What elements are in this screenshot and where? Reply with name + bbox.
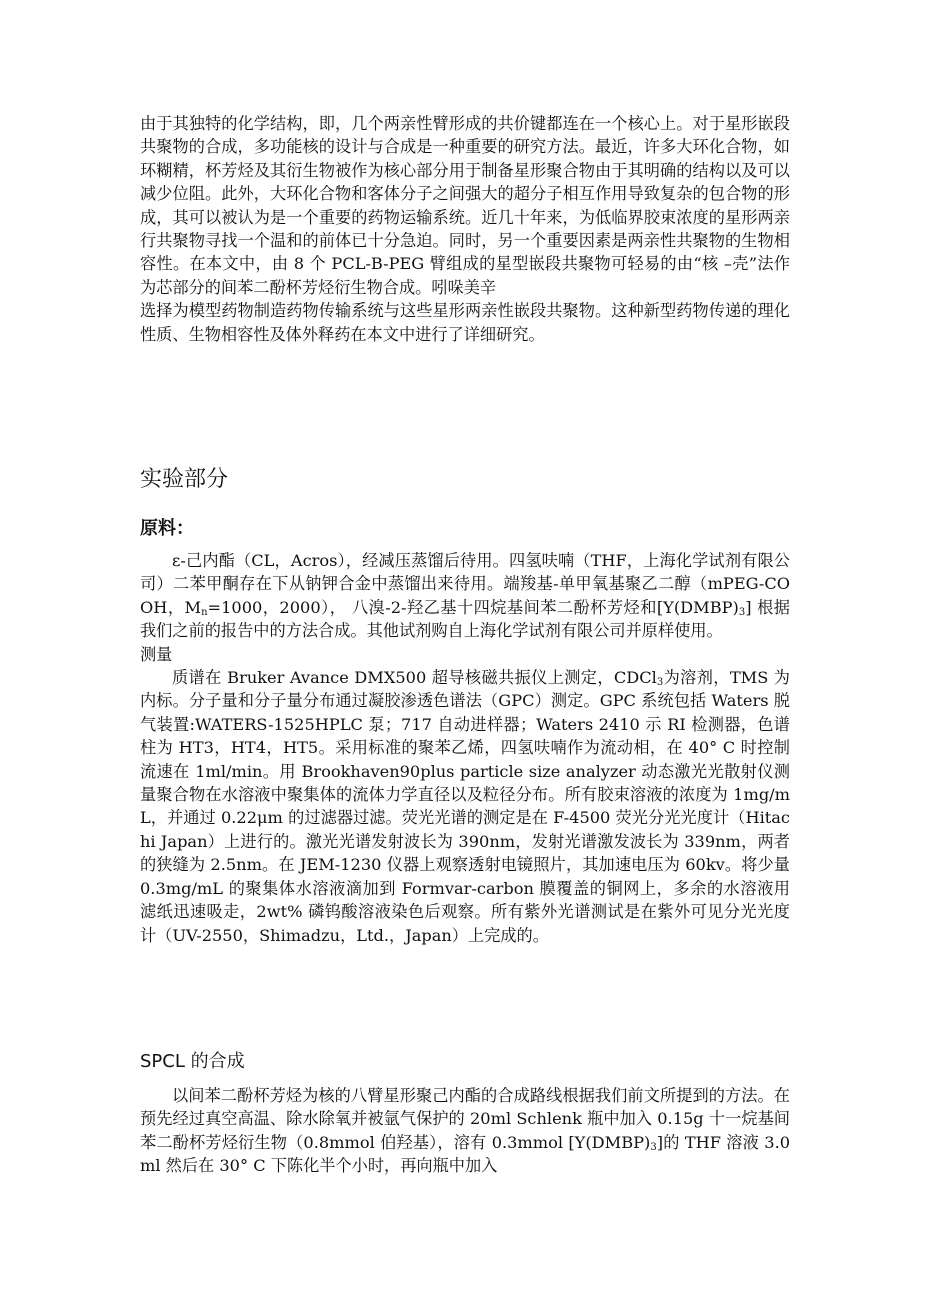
spcl-section <box>140 1084 790 1178</box>
intro-paragraph-2: 选择为模型药物制造药物传输系统与这些星形两亲性嵌段共聚物。这种新型药物传递的理化性质、生物相容性及体外释药在本文中进行了详细研究。 <box>140 301 790 344</box>
materials-section <box>140 549 790 947</box>
section-title: 实验部分 <box>140 467 229 492</box>
measurement-heading: 测量 <box>140 644 173 664</box>
spcl-heading: SPCL 的合成 <box>140 1051 245 1072</box>
spcl-paragraph: 以间苯二酚杯芳烃为核的八臂星形聚己内酯的合成路线根据我们前文所提到的方法。在预先经过真空高温、除水除氧并被氩气保护的 20ml Schlenk 瓶中加入 0.15g 十一烷基间苯二酚杯芳烃衍生物（0.8mmol 伯羟基），溶有 0.3mmol $[Y(DMBP)_3]$的 THF 溶液 3.0ml 然后在 30° C 下陈化半个小时，再向瓶中加入 <box>140 1086 791 1176</box>
intro-paragraph-1: 由于其独特的化学结构，即，几个两亲性臂形成的共价键都连在一个核心上。对于星形嵌段共聚物的合成，多功能核的设计与合成是一种重要的研究方法。最近，许多大环化合物，如环糊精，杯芳烃及其衍生物被作为核心部分用于制备星形聚合物由于其明确的结构以及可以减少位阻。此外，大环化合物和客体分子之间强大的超分子相互作用导致复杂的包合物的形成，其可以被认为是一个重要的药物运输系统。近几十年来，为低临界胶束浓度的星形两亲行共聚物寻找一个温和的前体已十分急迫。同时，另一个重要因素是两亲性共聚物的生物相容性。在本文中，由 8 个 PCL-B-PEG 臂组成的星型嵌段共聚物可轻易的由“核 –壳”法作为芯部分的间苯二酚杯芳烃衍生物合成。吲哚美辛 <box>140 114 790 297</box>
materials-paragraph: ε-己内酯（CL，Acros），经减压蒸馏后待用。四氢呋喃（THF，上海化学试剂有限公司）二苯甲酮存在下从钠钾合金中蒸馏出来待用。端羧基-单甲氧基聚乙二醇（mPEG-COOH，$M_n=1000$，2000）， 八溴-2-羟乙基十四烷基间苯二酚杯芳烃和$[Y(DMBP)_3]$ 根据我们之前的报告中的方法合成。其他试剂购自上海化学试剂有限公司并原样使用。 <box>140 551 790 641</box>
measurement-paragraph: 质谱在 Bruker Avance DMX500 超导核磁共振仪上测定，CDCl$_3$为溶剂，TMS 为内标。分子量和分子量分布通过凝胶渗透色谱法（GPC）测定。GPC 系统包括 Waters 脱气装置:WATERS-1525HPLC 泵；717 自动进样器；Waters 2410 示 RI 检测器，色谱柱为 HT3，HT4，HT5。采用标准的聚苯乙烯，四氢呋喃作为流动相，在 40° C 时控制流速在 1ml/min。用 Brookhaven90plus particle size analyzer 动态激光光散射仪测量聚合物在水溶液中聚集体的流体力学直径以及粒径分布。所有胶束溶液的浓度为 1mg/mL，并通过 0.22μm 的过滤器过滤。荧光光谱的测定是在 F-4500 荧光分光光度计（Hitachi Japan）上进行的。激光光谱发射波长为 390nm，发射光谱激发波长为 339nm，两者的狭缝为 2.5nm。在 JEM-1230 仪器上观察透射电镜照片，其加速电压为 60kv。将少量 0.3mg/mL 的聚集体水溶液滴加到 Formvar-carbon 膜覆盖的铜网上，多余的水溶液用滤纸迅速吸走，2wt% 磷钨酸溶液染色后观察。所有紫外光谱测试是在紫外可见分光光度计（UV-2550，Shimadzu，Ltd.，Japan）上完成的。 <box>140 668 790 945</box>
intro-section <box>140 112 790 346</box>
materials-heading: 原料： <box>140 518 194 539</box>
